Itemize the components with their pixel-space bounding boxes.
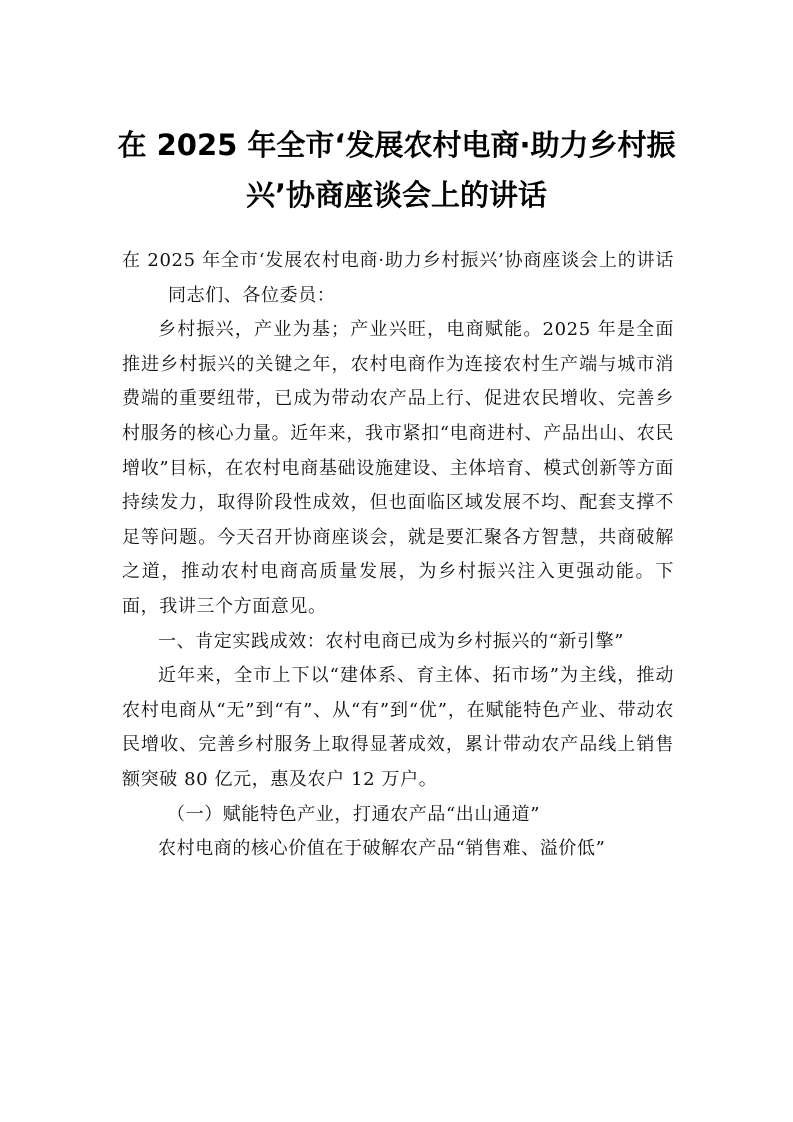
subsection-heading-1: （一）赋能特色产业，打通农产品“出山通道” [167,803,541,825]
document-title: 在 2025 年全市‘发展农村电商·助力乡村振兴’协商座谈会上的讲话 [117,128,676,212]
intro-title-text: 在 2025 年全市‘发展农村电商·助力乡村振兴’协商座谈会上的讲话 [122,250,674,271]
section-heading-1: 一、肯定实践成效：农村电商已成为乡村振兴的“新引擎” [158,630,625,652]
salutation: 同志们、各位委员： [168,284,336,306]
section-paragraph-1: 近年来，全市上下以“建体系、育主体、拓市场”为主线，推动农村电商从“无”到“有”、从“有”到“优”，在赋能特色产业、带动农民增收、完善乡村服务上取得显著成效，累计带动农产品线上销售额突破 80 亿元，惠及农户 12 万户。 [122,665,674,790]
subsection-paragraph-1: 农村电商的核心价值在于破解农产品“销售难、溢价低” [158,838,606,860]
document-body [122,244,674,867]
opening-paragraph: 乡村振兴，产业为基；产业兴旺，电商赋能。2025 年是全面推进乡村振兴的关键之年，农村电商作为连接农村生产端与城市消费端的重要纽带，已成为带动农产品上行、促进农民增收、完善乡村服务的核心力量。近年来，我市紧扣“电商进村、产品出山、农民增收”目标，在农村电商基础设施建设、主体培育、模式创新等方面持续发力，取得阶段性成效，但也面临区域发展不均、配套支撑不足等问题。今天召开协商座谈会，就是要汇聚各方智慧，共商破解之道，推动农村电商高质量发展，为乡村振兴注入更强动能。下面，我讲三个方面意见。 [122,319,674,617]
intro-line [122,244,674,313]
